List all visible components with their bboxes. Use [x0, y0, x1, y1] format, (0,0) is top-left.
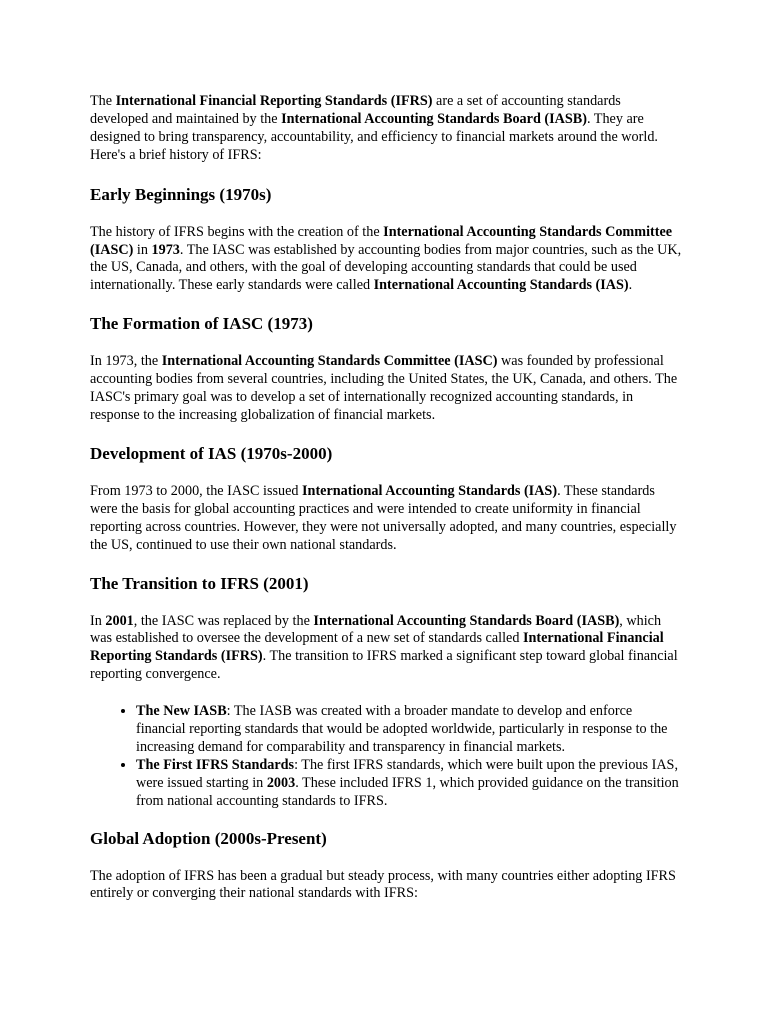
development-paragraph: [90, 483, 682, 555]
global-adoption-paragraph: [90, 868, 682, 904]
bold-term: International Accounting Standards (IAS): [302, 482, 558, 499]
bold-term: International Accounting Standards Committee (IASC): [161, 353, 498, 370]
text-run: . These included IFRS 1, which provided guidance on the transition from national accounting standards to IFRS.: [136, 774, 679, 809]
text-run: : The IASB was created with a broader mandate to develop and enforce financial reporting standards that would be adopted worldwide, particularly in response to the increasing demand for comparability and transparency in financial markets.: [136, 703, 668, 755]
bold-term: 1973: [151, 241, 180, 258]
section-heading-early-beginnings: Early Beginnings (1970s): [90, 184, 272, 204]
section-heading-formation: The Formation of IASC (1973): [90, 314, 313, 334]
bold-term: The New IASB: [136, 703, 227, 720]
text-run: , which was established to oversee the development of a new set of standards called: [90, 612, 662, 647]
bold-term: International Accounting Standards Board (IASB): [313, 612, 620, 629]
transition-bullet-list: [90, 703, 682, 810]
bold-term: International Accounting Standards Board (IASB): [281, 110, 587, 127]
list-item: [136, 757, 682, 811]
text-run: . The transition to IFRS marked a significant step toward global financial reporting convergence.: [90, 648, 678, 683]
text-run: are a set of accounting standards developed and maintained by the: [90, 93, 621, 127]
bold-term: International Financial Reporting Standards (IFRS): [115, 93, 433, 109]
formation-paragraph: [90, 353, 682, 425]
text-run: . They are designed to bring transparency, accountability, and efficiency to financial markets around the world. Here's a brief history of IFRS:: [90, 110, 658, 163]
document-page: [90, 93, 682, 903]
bold-term: 2001: [105, 612, 134, 629]
list-item: [136, 703, 682, 757]
bold-term: International Financial Reporting Standards (IFRS): [90, 630, 664, 665]
text-run: . The IASC was established by accounting bodies from major countries, such as the UK, the US, Canada, and others, with the goal of developing accounting standards that could be used internationally. These early standards were called: [90, 241, 682, 294]
text-run: The: [90, 93, 116, 109]
bold-term: 2003: [266, 774, 296, 791]
bold-term: International Accounting Standards (IAS): [373, 277, 629, 294]
text-run: .: [628, 277, 633, 294]
bold-term: The First IFRS Standards: [136, 756, 295, 773]
section-heading-transition: The Transition to IFRS (2001): [90, 573, 309, 593]
text-run: The history of IFRS begins with the creation of the: [90, 223, 384, 240]
section-heading-development: Development of IAS (1970s-2000): [90, 443, 333, 463]
early-beginnings-paragraph: [90, 224, 682, 296]
transition-paragraph: [90, 613, 682, 685]
intro-paragraph: [90, 93, 682, 165]
text-run: From 1973 to 2000, the IASC issued: [90, 482, 303, 499]
bold-term: International Accounting Standards Committee (IASC): [90, 223, 673, 258]
text-run: The adoption of IFRS has been a gradual but steady process, with many countries either adopting IFRS entirely or converging their national standards with IFRS:: [90, 867, 676, 902]
text-run: . These standards were the basis for global accounting practices and were intended to create uniformity in financial reporting across countries. However, they were not universally adopted, and many countries, especially the US, continued to use their own national standards.: [90, 482, 677, 553]
text-run: : The first IFRS standards, which were built upon the previous IAS, were issued starting in: [136, 756, 678, 791]
text-run: , the IASC was replaced by the: [133, 612, 314, 629]
text-run: In: [90, 612, 106, 629]
text-run: in: [133, 241, 152, 258]
text-run: In 1973, the: [90, 353, 162, 370]
text-run: was founded by professional accounting bodies from several countries, including the United States, the UK, Canada, and others. The IASC's primary goal was to develop a set of internationally recognized accounting standards, in response to the increasing globalization of financial markets.: [90, 353, 678, 423]
section-heading-global-adoption: Global Adoption (2000s-Present): [90, 828, 327, 848]
